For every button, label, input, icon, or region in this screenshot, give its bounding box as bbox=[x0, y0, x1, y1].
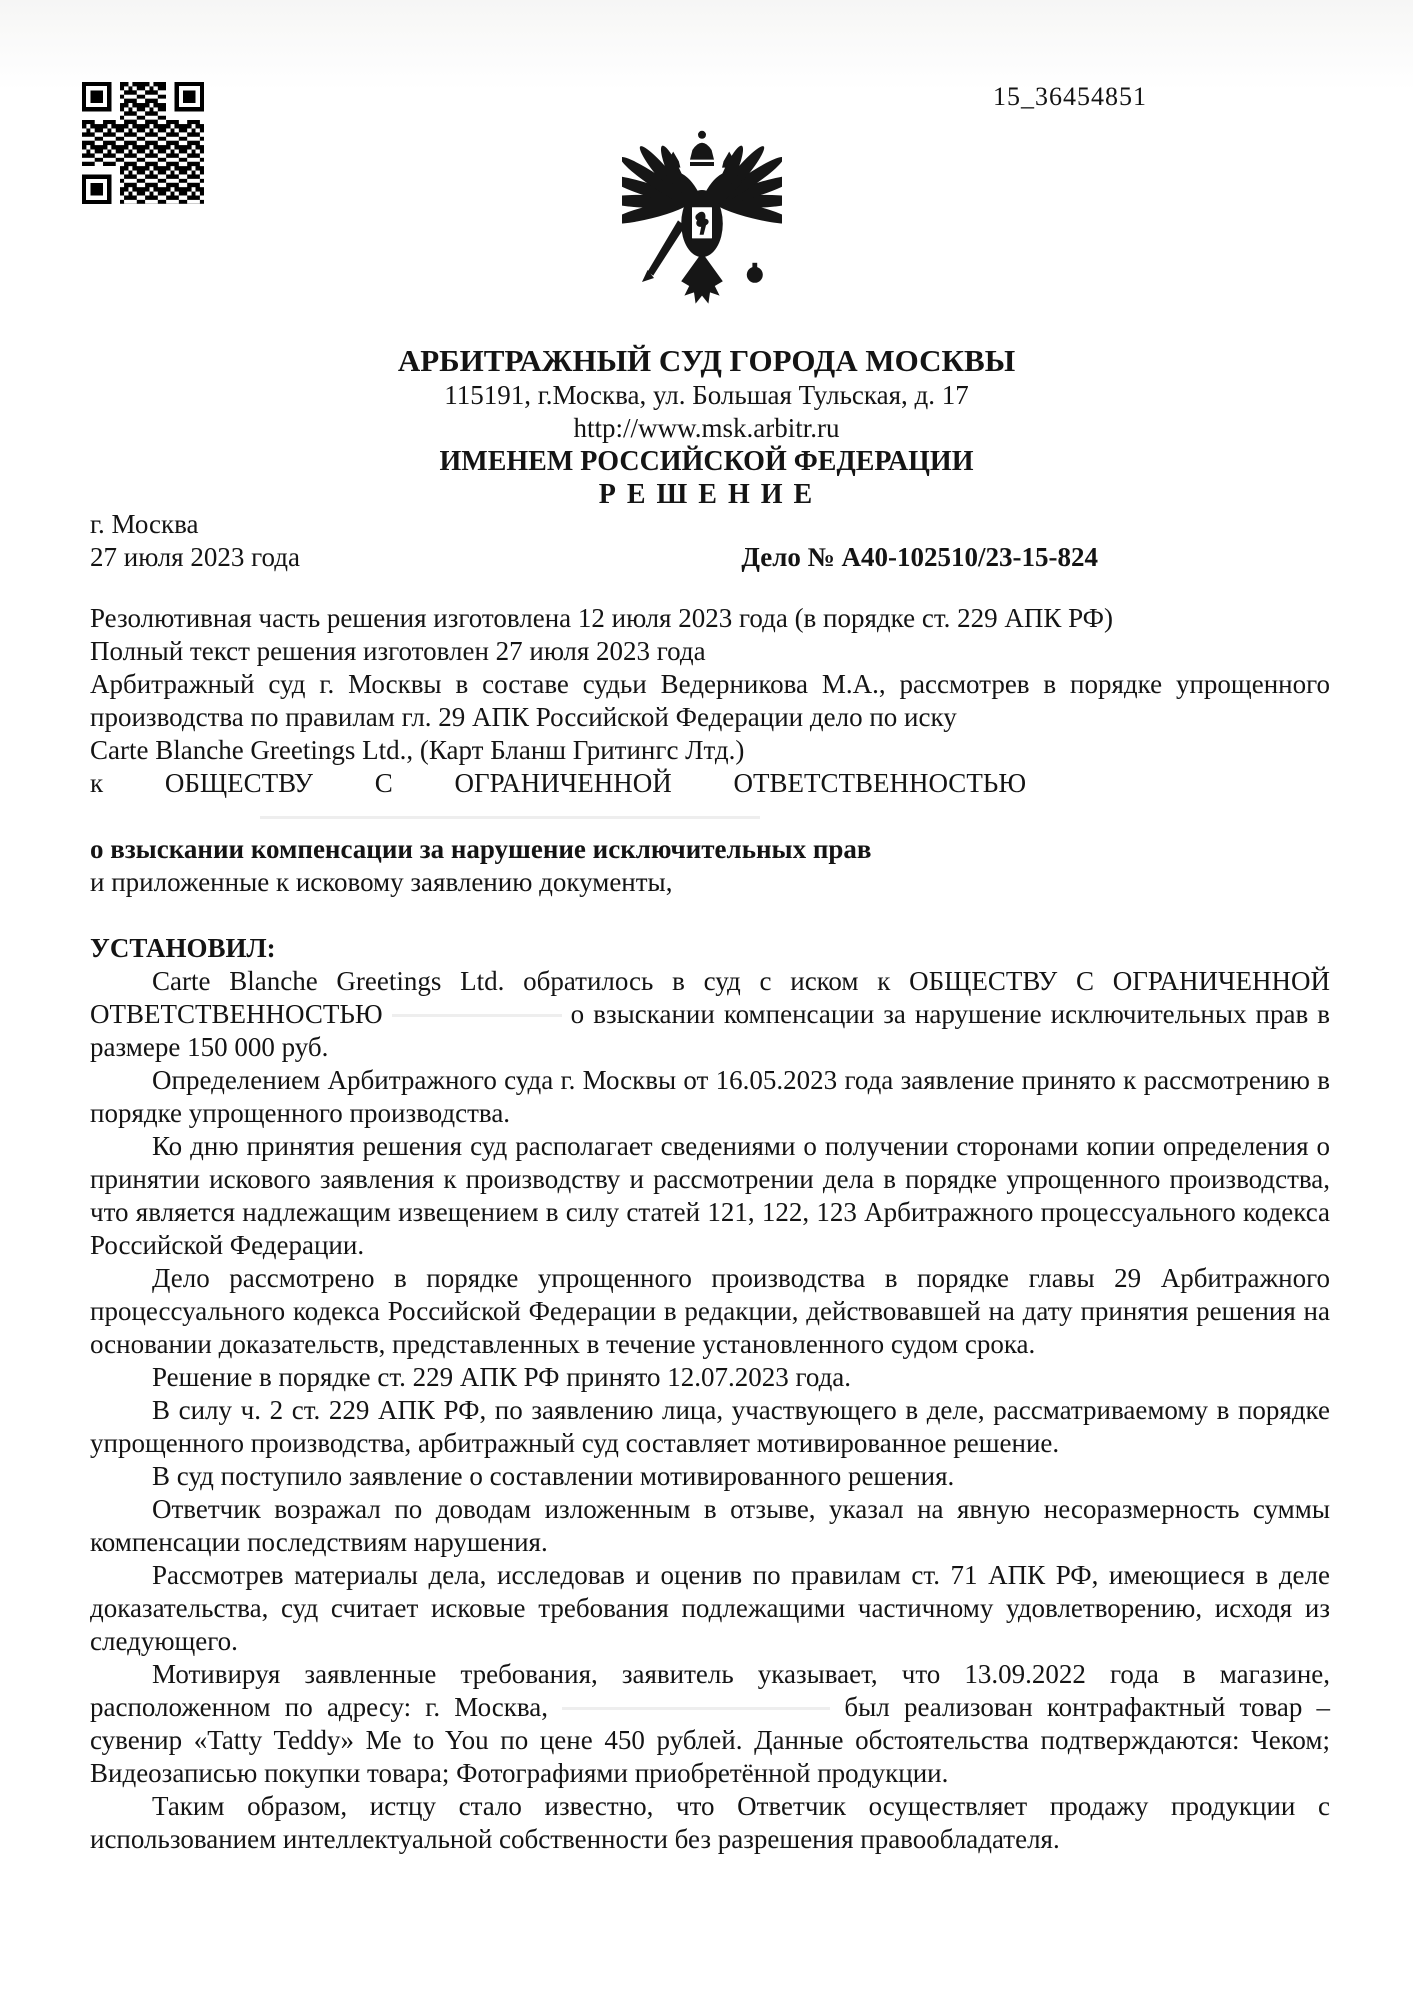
case-number: Дело № А40-102510/23-15-824 bbox=[741, 542, 1098, 572]
court-composition: Арбитражный суд г. Москвы в составе судьи Ведерникова М.А., рассмотрев в порядке упрощенного производства по правилам гл. 29 АПК Российской Федерации дело по иску bbox=[90, 669, 1330, 732]
paragraph-text: Carte Blanche Greetings Ltd. обратилось в суд с иском к ОБЩЕСТВУ С ОГРАНИЧЕННОЙ ОТВЕТСТВЕННОСТЬЮ bbox=[90, 966, 1330, 1029]
place-line: г. Москва bbox=[90, 509, 199, 539]
resolutive-part-line: Резолютивная часть решения изготовлена 12 июля 2023 года (в порядке ст. 229 АПК РФ) bbox=[90, 603, 1113, 633]
date-case-row bbox=[90, 541, 1330, 574]
full-text-line: Полный текст решения изготовлен 27 июля 2023 года bbox=[90, 636, 706, 666]
paragraph-notification: Ко дню принятия решения суд располагает сведениями о получении сторонами копии определения о принятии искового заявления к производству и рассмотрении дела в порядке упрощенного производства, что является надлежащим извещением в силу статей 121, 122, 123 Арбитражного процессуального кодекса Российской Федерации. bbox=[90, 1131, 1330, 1260]
redaction-smudge bbox=[260, 805, 760, 825]
paragraph-decision-date: Решение в порядке ст. 229 АПК РФ принято 12.07.2023 года. bbox=[152, 1362, 852, 1392]
spacer bbox=[90, 574, 1330, 602]
decision-title: Р Е Ш Е Н И Е bbox=[598, 479, 815, 510]
redaction-smudge bbox=[392, 1003, 562, 1023]
redacted-line bbox=[90, 800, 1330, 833]
court-name: АРБИТРАЖНЫЙ СУД ГОРОДА МОСКВЫ bbox=[397, 343, 1016, 378]
paragraph-purchase-facts bbox=[90, 1658, 1330, 1790]
attachments-line: и приложенные к исковому заявлению документы, bbox=[90, 867, 673, 897]
paragraph-text: Мотивируя заявленные требования, заявитель указывает, что 13.09.2022 года в магазине, расположенном по адресу: г. Москва, bbox=[90, 1659, 1330, 1722]
document-header bbox=[0, 343, 1413, 511]
court-website-url: http://www.msk.arbitr.ru bbox=[573, 413, 840, 443]
paragraph-motion-received: В суд поступило заявление о составлении мотивированного решения. bbox=[152, 1461, 955, 1491]
spacer bbox=[90, 899, 1330, 932]
coat-of-arms-icon bbox=[622, 126, 782, 310]
in-the-name-line: ИМЕНЕМ РОССИЙСКОЙ ФЕДЕРАЦИИ bbox=[439, 446, 974, 477]
court-address: 115191, г.Москва, ул. Большая Тульская, д. 17 bbox=[444, 380, 969, 410]
paragraph-ruling-accepted: Определением Арбитражного суда г. Москвы от 16.05.2023 года заявление принято к рассмотрению в порядке упрощенного производства. bbox=[90, 1065, 1330, 1128]
plaintiff-line: Carte Blanche Greetings Ltd., (Карт Бланш Гритингс Лтд.) bbox=[90, 735, 745, 765]
paragraph-conclusion: Таким образом, истцу стало известно, что Ответчик осуществляет продажу продукции с использованием интеллектуальной собственности без разрешения правообладателя. bbox=[90, 1791, 1330, 1854]
paragraph-text: был реализован контрафактный товар – сувенир «Tatty Teddy» Me to You по цене 450 рублей. Данные обстоятельства подтверждаются: Чеком; Видеозаписью покупки товара; Фотографиями приобретённой продукции. bbox=[90, 1692, 1331, 1788]
paragraph-text: о взыскании компенсации за нарушение исключительных прав в размере 150 000 руб. bbox=[90, 999, 1331, 1062]
document-body bbox=[90, 508, 1330, 1856]
established-heading: УСТАНОВИЛ: bbox=[90, 933, 276, 963]
claim-subject: о взыскании компенсации за нарушение исключительных прав bbox=[90, 834, 872, 864]
defendant-line: к ОБЩЕСТВУ С ОГРАНИЧЕННОЙ ОТВЕТСТВЕННОСТЬЮ bbox=[90, 768, 1027, 798]
qr-code bbox=[82, 82, 204, 204]
decision-date: 27 июля 2023 года bbox=[90, 542, 300, 572]
document-number: 15_36454851 bbox=[993, 82, 1147, 111]
paragraph-simplified-procedure: Дело рассмотрено в порядке упрощенного производства в порядке главы 29 Арбитражного процессуального кодекса Российской Федерации в редакции, действовавшей на дату принятия решения на основании доказательств, представленных в течение установленного судом срока. bbox=[90, 1263, 1330, 1359]
redaction-smudge bbox=[562, 1696, 830, 1716]
paragraph-art229: В силу ч. 2 ст. 229 АПК РФ, по заявлению лица, участвующего в деле, рассматриваемому в порядке упрощенного производства, арбитражный суд составляет мотивированное решение. bbox=[90, 1395, 1330, 1458]
paragraph-court-assessment: Рассмотрев материалы дела, исследовав и оценив по правилам ст. 71 АПК РФ, имеющиеся в деле доказательства, суд считает исковые требования подлежащими частичному удовлетворению, исходя из следующего. bbox=[90, 1560, 1330, 1656]
paragraph-defendant-objection: Ответчик возражал по доводам изложенным в отзыве, указал на явную несоразмерность суммы компенсации последствиям нарушения. bbox=[90, 1494, 1330, 1557]
paragraph-claim bbox=[90, 965, 1330, 1064]
